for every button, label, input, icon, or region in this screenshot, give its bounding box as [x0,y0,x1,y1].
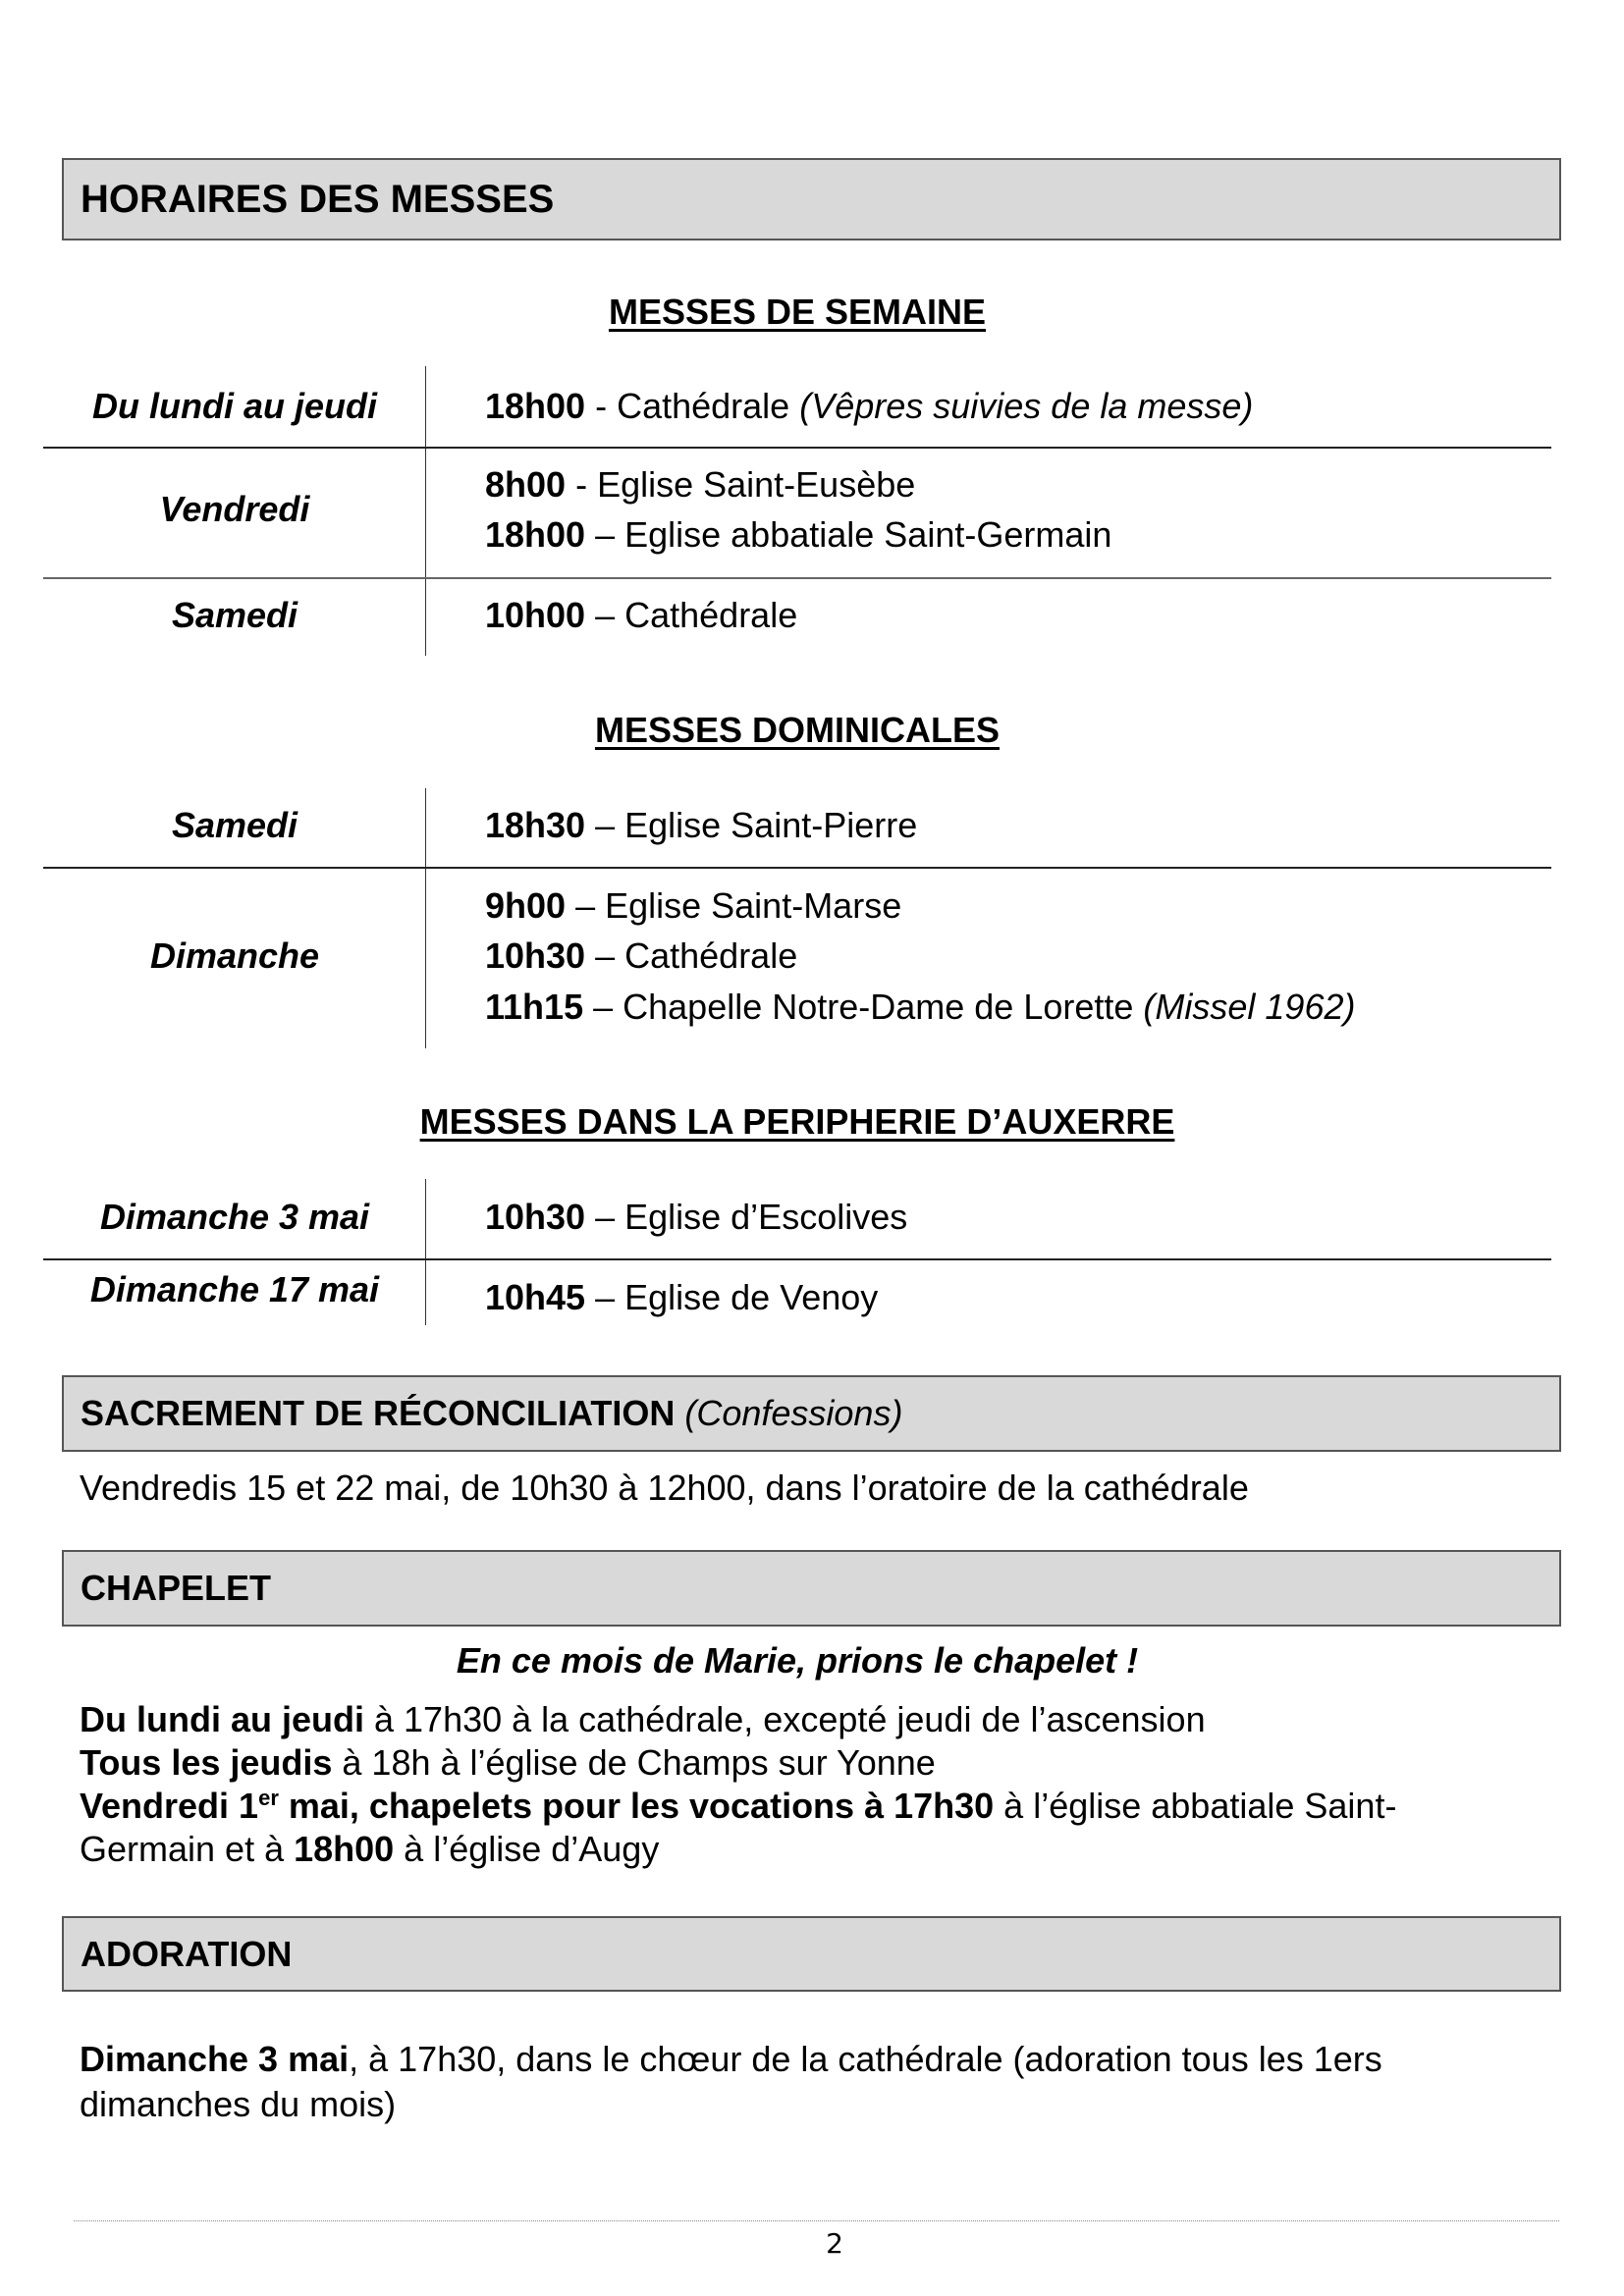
day-label: Dimanche 17 mai [89,1269,380,1309]
chapelet-line [80,1741,936,1785]
separator: - [566,464,598,505]
reconciliation-text: Vendredis 15 et 22 mai, de 10h30 à 12h00, dans l’oratoire de la cathédrale [80,1468,1249,1508]
schedule-entry [485,463,915,507]
time: 18h00 [485,514,586,555]
separator: – [585,1197,625,1237]
row-divider [43,1258,1551,1260]
note: (Vêpres suivies de la messe) [799,386,1254,426]
day-label: Du lundi au jeudi [92,386,377,426]
time: 9h00 [485,885,567,926]
schedule-entry [485,513,1111,557]
schedule-entry [485,986,1355,1029]
subheading-peripherie: MESSES DANS LA PERIPHERIE D’AUXERRE [419,1101,1175,1142]
adoration-line [80,2038,1382,2081]
time: 11h15 [485,987,584,1027]
subheading-dominicales: MESSES DOMINICALES [594,710,1001,750]
separator: – [585,514,625,555]
text: à 18h à l’église de Champs sur Yonne [332,1742,936,1783]
adoration-line: dimanches du mois) [80,2084,397,2124]
chapelet-line [80,1828,659,1871]
day-label: Vendredi [159,489,310,529]
time: 10h00 [485,595,586,635]
text: à 17h30 à la cathédrale, excepté jeudi de l’ascension [364,1699,1206,1739]
section-header-reconciliation [62,1375,1561,1452]
time: 10h30 [485,1197,586,1237]
text: à l’église abbatiale Saint- [994,1786,1397,1826]
section-header-chapelet [62,1550,1561,1627]
emphasis: 18h00 [294,1829,395,1869]
place: Eglise abbatiale Saint-Germain [624,514,1112,555]
schedule-entry [485,934,797,978]
row-divider [43,867,1551,869]
chapelet-tagline: En ce mois de Marie, prions le chapelet ! [456,1640,1139,1681]
schedule-entry [485,804,917,847]
chapelet-line [80,1785,1396,1828]
day-label: Dimanche 3 mai [99,1197,370,1237]
title-text: SACREMENT DE RÉCONCILIATION [81,1393,685,1433]
text: Germain et à [80,1829,295,1869]
separator: – [583,987,623,1027]
place: Eglise Saint-Eusèbe [597,464,916,505]
emphasis: Tous les jeudis [80,1742,333,1783]
section-title: ADORATION [81,1933,293,1974]
place: Eglise de Venoy [624,1277,879,1317]
row-divider [43,447,1551,449]
text: , à 17h30, dans le chœur de la cathédrale (adoration tous les 1ers [349,2039,1382,2079]
schedule-entry [485,1276,878,1319]
section-header-horaires [62,158,1561,240]
note: (Missel 1962) [1143,987,1356,1027]
superscript: er [258,1786,279,1810]
separator: – [585,595,625,635]
schedule-entry [485,884,901,928]
time: 18h30 [485,805,586,845]
schedule-entry [485,594,797,637]
section-title: HORAIRES DES MESSES [81,177,555,221]
separator: – [585,1277,625,1317]
subheading-semaine: MESSES DE SEMAINE [608,292,987,332]
section-title: CHAPELET [81,1568,272,1608]
place: Cathédrale [624,595,798,635]
title-note: (Confessions) [684,1393,903,1433]
place: Eglise Saint-Pierre [624,805,918,845]
place: Chapelle Notre-Dame de Lorette [623,987,1144,1027]
row-divider [43,577,1551,579]
time: 10h30 [485,935,586,976]
emphasis: Vendredi 1 [80,1786,259,1826]
schedule-entry [485,1196,907,1239]
separator: - [585,386,618,426]
text: à l’église d’Augy [394,1829,660,1869]
section-title [81,1377,902,1450]
time: 10h45 [485,1277,586,1317]
chapelet-line [80,1698,1206,1741]
separator: – [585,935,625,976]
place: Cathédrale [617,386,800,426]
place: Eglise d’Escolives [624,1197,908,1237]
separator: – [566,885,606,926]
footer-divider [74,2220,1559,2221]
separator: – [585,805,625,845]
day-label: Samedi [171,805,298,845]
schedule-entry [485,385,1253,428]
section-header-adoration [62,1916,1561,1992]
emphasis: Du lundi au jeudi [80,1699,364,1739]
emphasis: Dimanche 3 mai [80,2039,350,2079]
place: Eglise Saint-Marse [605,885,902,926]
emphasis: mai, chapelets pour les vocations à 17h30 [278,1786,995,1826]
place: Cathédrale [624,935,798,976]
page-number: 2 [826,2227,843,2260]
day-label: Samedi [171,595,298,635]
time: 18h00 [485,386,586,426]
time: 8h00 [485,464,567,505]
day-label: Dimanche [149,935,320,976]
